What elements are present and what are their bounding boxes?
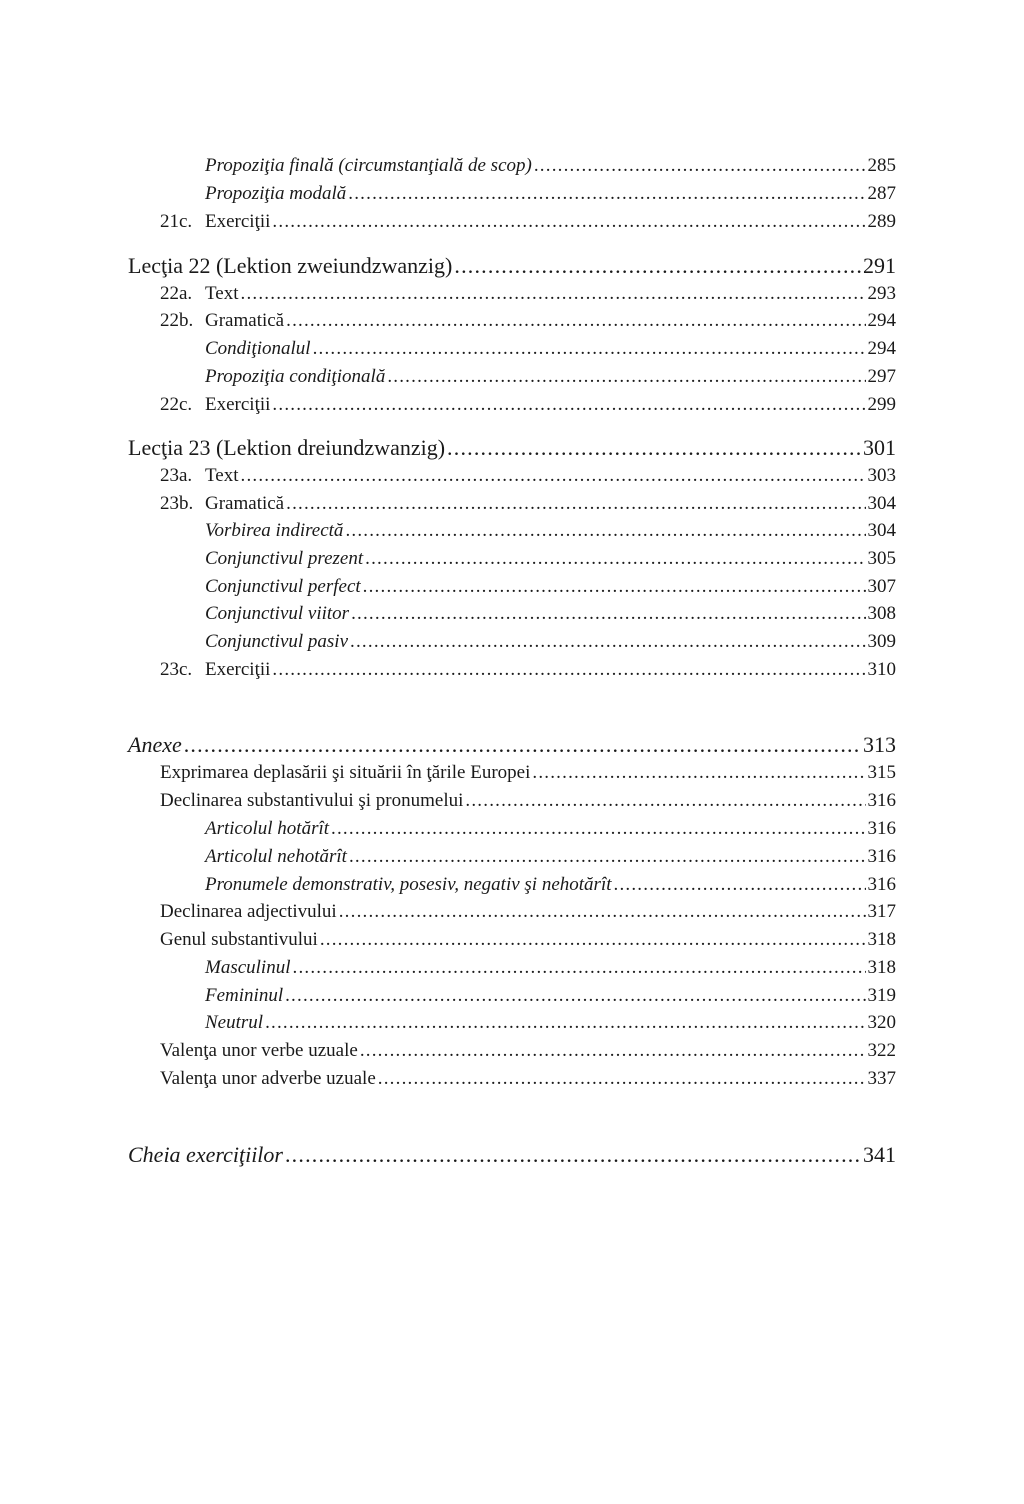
dot-leader: [447, 435, 861, 461]
toc-entry-title: Anexe: [128, 732, 182, 757]
dot-leader: [265, 1010, 865, 1036]
toc-entry-page: 285: [867, 155, 896, 176]
toc-entry[interactable]: [0, 657, 896, 683]
dot-leader: [320, 927, 866, 953]
toc-entry[interactable]: [0, 955, 896, 981]
toc-entry[interactable]: [0, 253, 896, 279]
toc-entry[interactable]: [0, 899, 896, 925]
dot-leader: [184, 732, 861, 758]
toc-entry[interactable]: [0, 872, 896, 898]
toc-entry-title: Valenţa unor verbe uzuale: [160, 1040, 358, 1061]
toc-entry[interactable]: [0, 788, 896, 814]
toc-entry[interactable]: [0, 1142, 896, 1168]
dot-leader: [285, 1142, 861, 1168]
toc-entry-title: Conjunctivul pasiv: [205, 631, 349, 652]
toc-entry-page: 293: [867, 283, 896, 304]
toc-entry-number: 22a.: [160, 283, 193, 304]
toc-entry-number: 22c.: [160, 394, 193, 415]
toc-entry[interactable]: [0, 281, 896, 307]
toc-entry[interactable]: [0, 816, 896, 842]
dot-leader: [365, 546, 865, 572]
toc-entry[interactable]: [0, 844, 896, 870]
dot-leader: [349, 844, 866, 870]
toc-entry[interactable]: [0, 601, 896, 627]
toc-entry-number: 23a.: [160, 465, 193, 486]
toc-entry-page: 337: [867, 1068, 896, 1089]
dot-leader: [331, 816, 865, 842]
dot-leader: [465, 788, 865, 814]
dot-leader: [363, 574, 866, 600]
toc-entry-page: 310: [867, 659, 896, 680]
dot-leader: [378, 1066, 866, 1092]
toc-entry-page: 287: [867, 183, 896, 204]
toc-entry-page: 301: [863, 435, 896, 460]
dot-leader: [286, 491, 865, 517]
toc-entry-number: 23b.: [160, 493, 194, 514]
toc-entry-title: Neutrul: [205, 1012, 264, 1033]
toc-entry[interactable]: [0, 491, 896, 517]
toc-entry-page: 318: [867, 929, 896, 950]
toc-entry-page: 322: [867, 1040, 896, 1061]
toc-entry-page: 307: [867, 576, 896, 597]
dot-leader: [387, 364, 865, 390]
toc-entry[interactable]: [0, 732, 896, 758]
dot-leader: [293, 955, 866, 981]
toc-entry-title: Exerciţii: [205, 659, 271, 680]
dot-leader: [272, 657, 865, 683]
toc-entry[interactable]: [0, 546, 896, 572]
toc-entry-page: 291: [863, 253, 896, 278]
dot-leader: [286, 308, 865, 334]
toc-entry[interactable]: [0, 181, 896, 207]
dot-leader: [285, 983, 865, 1009]
dot-leader: [313, 336, 866, 362]
dot-leader: [350, 629, 865, 655]
toc-entry-page: 299: [867, 394, 896, 415]
toc-entry-page: 313: [863, 732, 896, 757]
toc-entry[interactable]: [0, 1038, 896, 1064]
toc-entry-title: Articolul nehotărît: [205, 846, 347, 867]
toc-entry[interactable]: [0, 392, 896, 418]
toc-entry-page: 316: [867, 790, 896, 811]
toc-entry-title: Masculinul: [205, 957, 291, 978]
toc-entry-page: 309: [867, 631, 896, 652]
toc-entry[interactable]: [0, 364, 896, 390]
dot-leader: [454, 253, 861, 279]
toc-entry-number: 23c.: [160, 659, 193, 680]
toc-entry[interactable]: [0, 435, 896, 461]
toc-entry[interactable]: [0, 153, 896, 179]
toc-entry-page: 319: [867, 985, 896, 1006]
toc-entry[interactable]: [0, 463, 896, 489]
toc-entry-title: Genul substantivului: [160, 929, 318, 950]
toc-entry[interactable]: [0, 629, 896, 655]
toc-entry-title: Condiţionalul: [205, 338, 311, 359]
toc-entry-page: 318: [867, 957, 896, 978]
toc-entry-page: 297: [867, 366, 896, 387]
toc-entry[interactable]: [0, 760, 896, 786]
toc-entry-title: Text: [205, 465, 239, 486]
toc-entry-title: Conjunctivul perfect: [205, 576, 361, 597]
toc-entry-title: Text: [205, 283, 239, 304]
toc-entry[interactable]: [0, 308, 896, 334]
toc-entry-title: Exerciţii: [205, 394, 271, 415]
toc-entry-title: Lecţia 23 (Lektion dreiundzwanzig): [128, 435, 446, 460]
toc-entry-title: Declinarea substantivului şi pronumelui: [160, 790, 464, 811]
toc-entry-number: 22b.: [160, 310, 194, 331]
toc-entry-page: 316: [867, 874, 896, 895]
toc-entry-title: Pronumele demonstrativ, posesiv, negativ şi nehotărît: [205, 874, 612, 895]
toc-entry-page: 303: [867, 465, 896, 486]
toc-entry-title: Lecţia 22 (Lektion zweiundzwanzig): [128, 253, 453, 278]
dot-leader: [272, 209, 865, 235]
toc-entry-page: 294: [867, 310, 896, 331]
dot-leader: [339, 899, 866, 925]
toc-entry-title: Gramatică: [205, 310, 285, 331]
dot-leader: [534, 153, 866, 179]
toc-entry-page: 316: [867, 846, 896, 867]
dot-leader: [614, 872, 866, 898]
toc-entry-title: Conjunctivul viitor: [205, 603, 350, 624]
toc-entry-title: Vorbirea indirectă: [205, 520, 344, 541]
toc-entry[interactable]: [0, 209, 896, 235]
dot-leader: [345, 518, 865, 544]
toc-entry[interactable]: [0, 927, 896, 953]
toc-entry-title: Gramatică: [205, 493, 285, 514]
toc-entry-number: 21c.: [160, 211, 193, 232]
toc-entry-title: Declinarea adjectivului: [160, 901, 337, 922]
toc-entry-title: Propoziţia finală (circumstanţială de scop): [205, 155, 532, 176]
toc-entry[interactable]: [0, 983, 896, 1009]
dot-leader: [241, 281, 866, 307]
toc-entry-title: Conjunctivul prezent: [205, 548, 364, 569]
dot-leader: [348, 181, 865, 207]
toc-entry[interactable]: [0, 1010, 896, 1036]
toc-entry-page: 304: [867, 520, 896, 541]
toc-entry[interactable]: [0, 518, 896, 544]
toc-entry-title: Exprimarea deplasării şi situării în ţările Europei: [160, 762, 531, 783]
dot-leader: [272, 392, 865, 418]
toc-entry-title: Femininul: [205, 985, 284, 1006]
toc-entry-title: Articolul hotărît: [205, 818, 330, 839]
dot-leader: [351, 601, 865, 627]
toc-entry-page: 316: [867, 818, 896, 839]
dot-leader: [241, 463, 866, 489]
toc-entry[interactable]: [0, 574, 896, 600]
toc-entry-title: Propoziţia modală: [205, 183, 347, 204]
toc-entry-page: 304: [867, 493, 896, 514]
toc-entry[interactable]: [0, 336, 896, 362]
toc-entry-title: Cheia exerciţiilor: [128, 1142, 283, 1167]
dot-leader: [532, 760, 865, 786]
toc-entry-page: 289: [867, 211, 896, 232]
toc-entry[interactable]: [0, 1066, 896, 1092]
dot-leader: [360, 1038, 866, 1064]
toc-entry-page: 305: [867, 548, 896, 569]
toc-entry-page: 315: [867, 762, 896, 783]
toc-entry-page: 317: [867, 901, 896, 922]
toc-entry-page: 294: [867, 338, 896, 359]
toc-entry-title: Valenţa unor adverbe uzuale: [160, 1068, 376, 1089]
toc-entry-page: 308: [867, 603, 896, 624]
toc-entry-title: Propoziţia condiţională: [205, 366, 386, 387]
toc-entry-page: 341: [863, 1142, 896, 1167]
toc-entry-page: 320: [867, 1012, 896, 1033]
toc-entry-title: Exerciţii: [205, 211, 271, 232]
